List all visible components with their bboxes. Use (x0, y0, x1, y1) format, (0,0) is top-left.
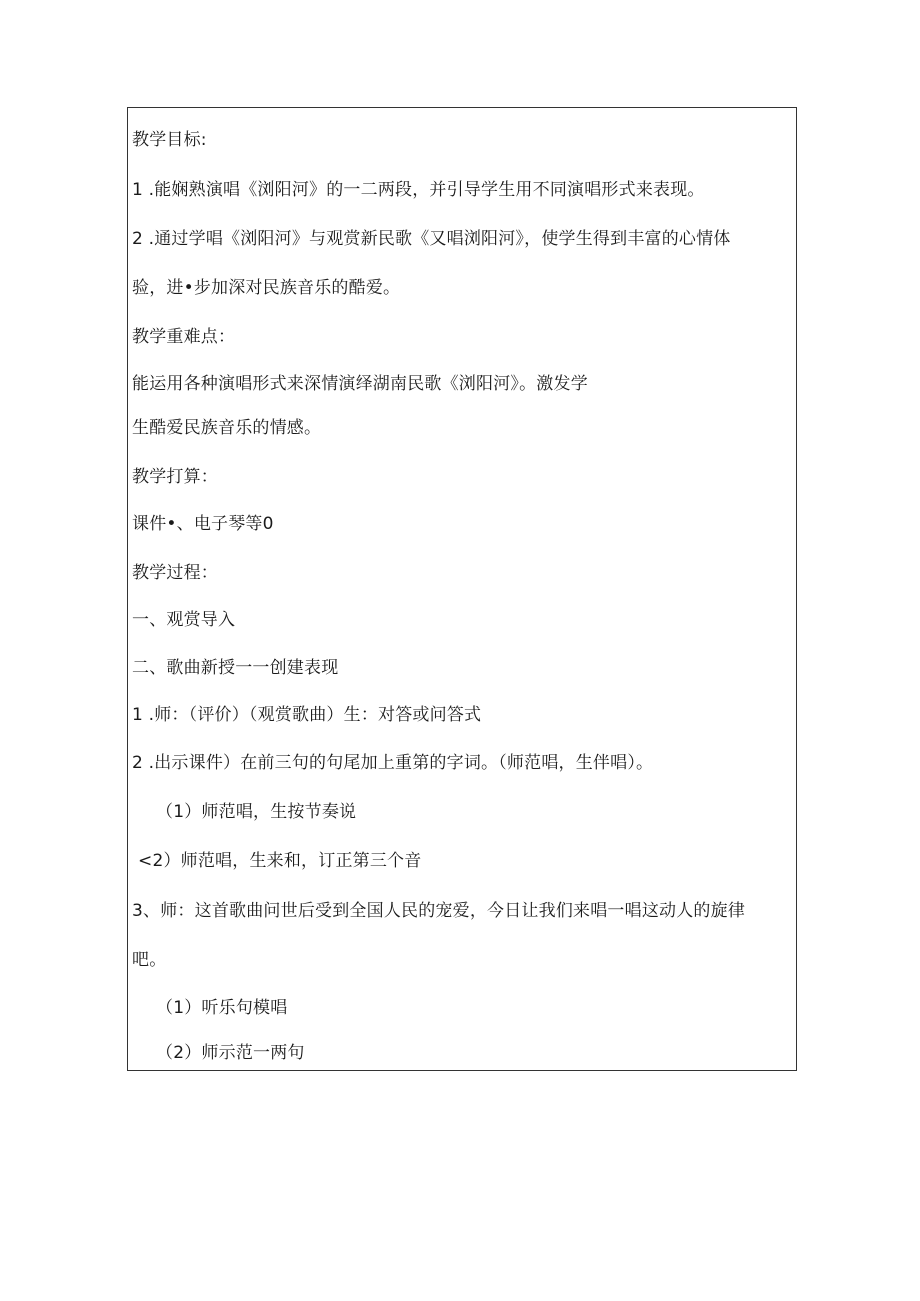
key-points-text-continued: 生酷爱民族音乐的情感。 (132, 418, 322, 438)
process-step-1: 1 .师：（评价）（观赏歌曲）生：对答或问答式 (132, 705, 482, 725)
process-substep-3-1: （1）听乐句模唱 (156, 998, 288, 1018)
process-section-1: 一、观赏导入 (132, 610, 236, 630)
process-step-2: 2 .出示课件）在前三句的句尾加上重第的字词。（师范唱，生伴唱）。 (132, 753, 654, 773)
key-points-text: 能运用各种演唱形式来深情演绎湖南民歌《浏阳河》。激发学 (132, 374, 588, 394)
heading-preparation: 教学打算： (132, 467, 218, 487)
process-section-2: 二、歌曲新授一一创建表现 (132, 658, 339, 678)
process-substep-3-2: （2）师示范一两句 (156, 1043, 305, 1063)
heading-teaching-goals: 教学目标: (132, 130, 207, 150)
preparation-text: 课件•、电子琴等0 (132, 514, 274, 534)
goal-item-2-continued: 验，进•步加深对民族音乐的酷爱。 (132, 278, 401, 298)
goal-item-2: 2 .通过学唱《浏阳河》与观赏新民歌《又唱浏阳河》，使学生得到丰富的心情体 (132, 229, 731, 249)
heading-key-points: 教学重难点： (132, 327, 236, 347)
process-step-3: 3、师：这首歌曲问世后受到全国人民的宠爱，今日让我们来唱一唱这动人的旋律 (132, 901, 746, 921)
heading-process: 教学过程： (132, 563, 218, 583)
document-frame (127, 107, 797, 1071)
process-substep-2-1: （1）师范唱，生按节奏说 (156, 802, 357, 822)
process-substep-2-2: <2）师范唱，生来和，订正第三个音 (138, 851, 422, 871)
process-step-3-continued: 吧。 (132, 950, 167, 970)
goal-item-1: 1 .能娴熟演唱《浏阳河》的一二两段，并引导学生用不同演唱形式来表现。 (132, 180, 705, 200)
